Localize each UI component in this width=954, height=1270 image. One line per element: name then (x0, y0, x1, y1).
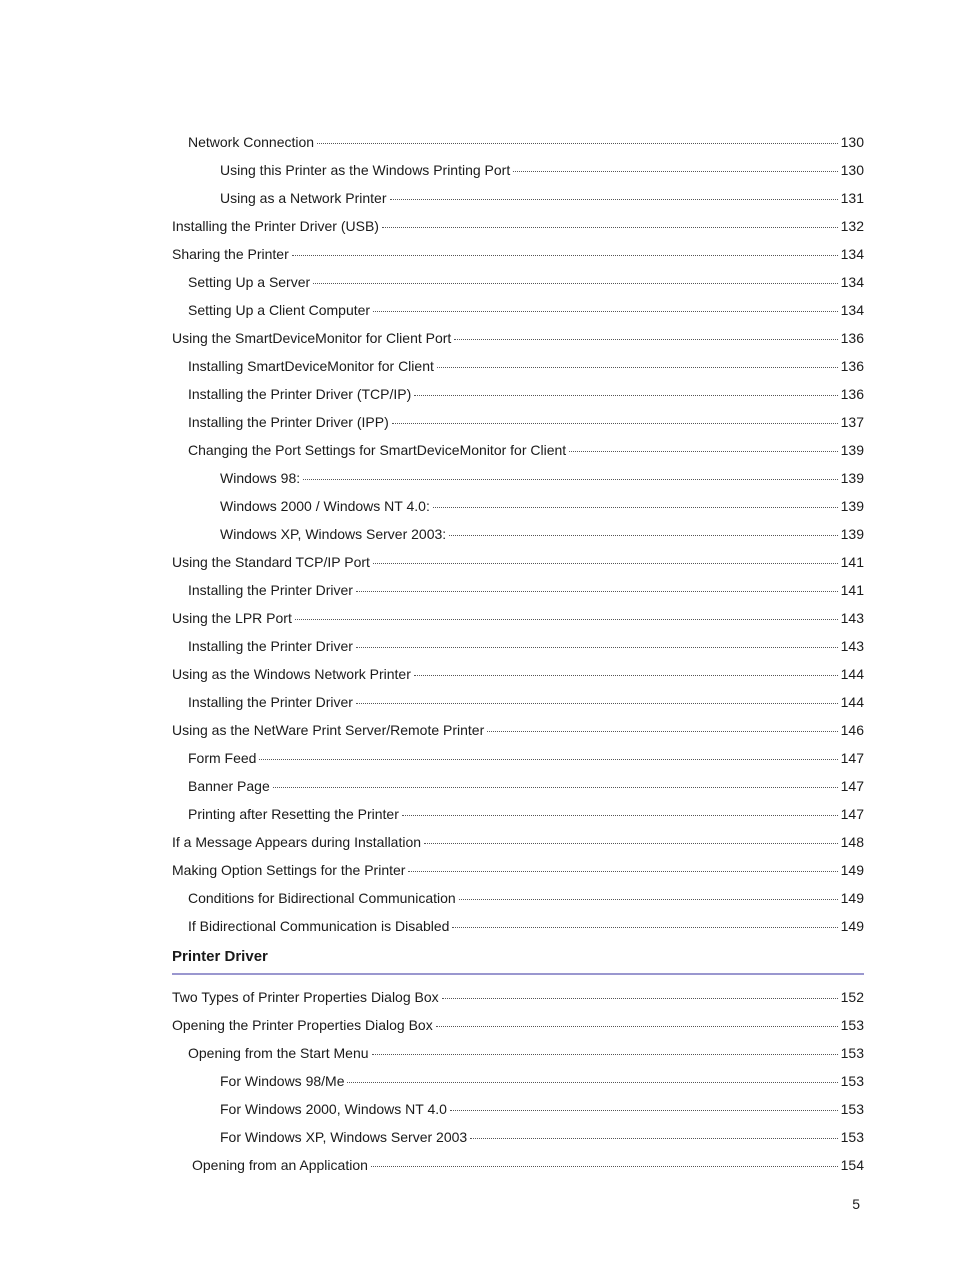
toc-dot-leader (569, 451, 837, 452)
toc-dot-leader (459, 899, 838, 900)
toc-list-part1 (172, 128, 864, 940)
toc-entry-title: Banner Page (188, 778, 270, 794)
toc-dot-leader (371, 1166, 838, 1167)
toc-entry-page: 149 (840, 890, 864, 906)
toc-entry-title: Conditions for Bidirectional Communication (188, 890, 456, 906)
toc-dot-leader (414, 675, 838, 676)
toc-dot-leader (424, 843, 838, 844)
toc-entry[interactable] (172, 464, 864, 492)
toc-entry[interactable] (172, 856, 864, 884)
toc-entry[interactable] (172, 912, 864, 940)
toc-entry[interactable] (172, 1011, 864, 1039)
toc-entry-page: 139 (840, 442, 864, 458)
toc-entry-title: Opening from an Application (192, 1157, 368, 1173)
toc-dot-leader (292, 255, 838, 256)
toc-entry-page: 139 (840, 470, 864, 486)
toc-entry-title: Using as the Windows Network Printer (172, 666, 411, 682)
toc-dot-leader (356, 703, 838, 704)
toc-entry-title: For Windows 98/Me (220, 1073, 345, 1089)
toc-entry-title: For Windows XP, Windows Server 2003 (220, 1129, 468, 1145)
toc-entry-title: Installing SmartDeviceMonitor for Client (188, 358, 434, 374)
toc-dot-leader (513, 171, 837, 172)
toc-dot-leader (487, 731, 837, 732)
toc-entry-title: Installing the Printer Driver (188, 638, 353, 654)
toc-entry[interactable] (172, 128, 864, 156)
toc-entry[interactable] (172, 632, 864, 660)
toc-entry[interactable] (172, 156, 864, 184)
toc-entry[interactable] (172, 660, 864, 688)
toc-entry-title: Opening from the Start Menu (188, 1045, 369, 1061)
toc-dot-leader (436, 1026, 838, 1027)
toc-entry-page: 136 (840, 330, 864, 346)
toc-dot-leader (295, 619, 838, 620)
toc-entry-page: 146 (840, 722, 864, 738)
toc-entry-title: Form Feed (188, 750, 257, 766)
toc-entry-title: Network Connection (188, 134, 315, 150)
toc-entry-page: 144 (840, 694, 864, 710)
toc-entry-title: If a Message Appears during Installation (172, 834, 422, 850)
toc-entry[interactable] (172, 296, 864, 324)
toc-entry[interactable] (172, 576, 864, 604)
toc-dot-leader (303, 479, 837, 480)
toc-dot-leader (442, 998, 838, 999)
toc-entry-page: 130 (840, 134, 864, 150)
toc-entry-page: 132 (840, 218, 864, 234)
toc-entry-title: Using as the NetWare Print Server/Remote Printer (172, 722, 485, 738)
toc-entry-page: 153 (840, 1101, 864, 1117)
toc-entry[interactable] (172, 492, 864, 520)
toc-entry-page: 152 (840, 989, 864, 1005)
toc-entry[interactable] (172, 212, 864, 240)
toc-entry[interactable] (172, 772, 864, 800)
toc-entry[interactable] (172, 604, 864, 632)
toc-entry-title: Using this Printer as the Windows Printing Port (220, 162, 511, 178)
toc-entry-title: Changing the Port Settings for SmartDeviceMonitor for Client (188, 442, 567, 458)
toc-dot-leader (470, 1138, 837, 1139)
toc-entry[interactable] (172, 688, 864, 716)
toc-entry-page: 136 (840, 358, 864, 374)
table-of-contents (172, 128, 864, 1179)
toc-entry-page: 134 (840, 274, 864, 290)
toc-entry[interactable] (172, 1095, 864, 1123)
toc-entry[interactable] (172, 800, 864, 828)
toc-entry-title: Using the LPR Port (172, 610, 292, 626)
section-heading: Printer Driver (172, 943, 864, 975)
toc-dot-leader (356, 647, 838, 648)
toc-entry-title: Opening the Printer Properties Dialog Box (172, 1017, 433, 1033)
toc-dot-leader (449, 535, 837, 536)
toc-entry-page: 136 (840, 386, 864, 402)
toc-dot-leader (450, 1110, 838, 1111)
toc-dot-leader (317, 143, 838, 144)
toc-entry-title: Windows XP, Windows Server 2003: (220, 526, 447, 542)
toc-entry-title: If Bidirectional Communication is Disabled (188, 918, 450, 934)
toc-entry-title: Setting Up a Client Computer (188, 302, 371, 318)
toc-entry-page: 147 (840, 806, 864, 822)
toc-dot-leader (433, 507, 838, 508)
toc-entry-title: Installing the Printer Driver (IPP) (188, 414, 389, 430)
toc-entry-page: 143 (840, 638, 864, 654)
toc-entry-page: 153 (840, 1073, 864, 1089)
toc-entry-title: Installing the Printer Driver (188, 582, 353, 598)
toc-dot-leader (454, 339, 837, 340)
toc-entry-page: 137 (840, 414, 864, 430)
toc-dot-leader (372, 1054, 838, 1055)
toc-dot-leader (273, 787, 838, 788)
toc-entry[interactable] (172, 744, 864, 772)
toc-entry[interactable] (172, 352, 864, 380)
toc-entry-page: 154 (840, 1157, 864, 1173)
toc-dot-leader (347, 1082, 837, 1083)
toc-entry[interactable] (172, 1123, 864, 1151)
toc-entry-page: 139 (840, 498, 864, 514)
toc-dot-leader (313, 283, 837, 284)
toc-entry-title: Windows 98: (220, 470, 301, 486)
toc-entry-title: Two Types of Printer Properties Dialog Box (172, 989, 439, 1005)
toc-entry[interactable] (172, 884, 864, 912)
toc-dot-leader (259, 759, 837, 760)
toc-entry-title: Setting Up a Server (188, 274, 311, 290)
toc-entry-page: 139 (840, 526, 864, 542)
toc-dot-leader (402, 815, 838, 816)
toc-entry[interactable] (172, 716, 864, 744)
toc-entry-page: 149 (840, 918, 864, 934)
toc-entry-page: 134 (840, 246, 864, 262)
toc-entry-title: Installing the Printer Driver (TCP/IP) (188, 386, 412, 402)
toc-entry-title: Using the Standard TCP/IP Port (172, 554, 370, 570)
toc-entry-title: Using as a Network Printer (220, 190, 387, 206)
toc-entry[interactable] (172, 828, 864, 856)
toc-entry-page: 153 (840, 1045, 864, 1061)
toc-entry[interactable] (172, 520, 864, 548)
toc-entry[interactable] (172, 380, 864, 408)
toc-entry-page: 143 (840, 610, 864, 626)
toc-entry[interactable] (172, 408, 864, 436)
toc-entry-title: For Windows 2000, Windows NT 4.0 (220, 1101, 447, 1117)
toc-dot-leader (392, 423, 838, 424)
toc-dot-leader (408, 871, 837, 872)
toc-entry[interactable] (172, 548, 864, 576)
toc-entry-page: 149 (840, 862, 864, 878)
toc-dot-leader (382, 227, 838, 228)
toc-entry-title: Installing the Printer Driver (USB) (172, 218, 379, 234)
toc-dot-leader (390, 199, 838, 200)
toc-list-part2 (172, 983, 864, 1179)
toc-entry-title: Using the SmartDeviceMonitor for Client Port (172, 330, 452, 346)
toc-dot-leader (414, 395, 837, 396)
toc-entry-page: 131 (840, 190, 864, 206)
toc-entry[interactable] (172, 324, 864, 352)
toc-entry[interactable] (172, 1039, 864, 1067)
toc-dot-leader (373, 563, 838, 564)
toc-entry-page: 147 (840, 778, 864, 794)
toc-entry-page: 134 (840, 302, 864, 318)
toc-entry[interactable] (172, 1151, 864, 1179)
toc-entry-page: 141 (840, 582, 864, 598)
toc-entry-page: 144 (840, 666, 864, 682)
toc-entry[interactable] (172, 1067, 864, 1095)
toc-entry-page: 141 (840, 554, 864, 570)
toc-entry[interactable] (172, 983, 864, 1011)
toc-entry-title: Printing after Resetting the Printer (188, 806, 399, 822)
toc-entry-title: Windows 2000 / Windows NT 4.0: (220, 498, 430, 514)
toc-entry-page: 130 (840, 162, 864, 178)
toc-entry-title: Installing the Printer Driver (188, 694, 353, 710)
page-number: 5 (852, 1196, 860, 1212)
toc-entry[interactable] (172, 240, 864, 268)
toc-entry[interactable] (172, 436, 864, 464)
toc-entry-page: 153 (840, 1129, 864, 1145)
toc-entry[interactable] (172, 184, 864, 212)
toc-entry-page: 153 (840, 1017, 864, 1033)
toc-entry-page: 148 (840, 834, 864, 850)
toc-dot-leader (452, 927, 837, 928)
toc-entry[interactable] (172, 268, 864, 296)
toc-entry-page: 147 (840, 750, 864, 766)
toc-dot-leader (437, 367, 838, 368)
toc-entry-title: Making Option Settings for the Printer (172, 862, 406, 878)
toc-dot-leader (356, 591, 838, 592)
toc-entry-title: Sharing the Printer (172, 246, 289, 262)
toc-dot-leader (373, 311, 838, 312)
